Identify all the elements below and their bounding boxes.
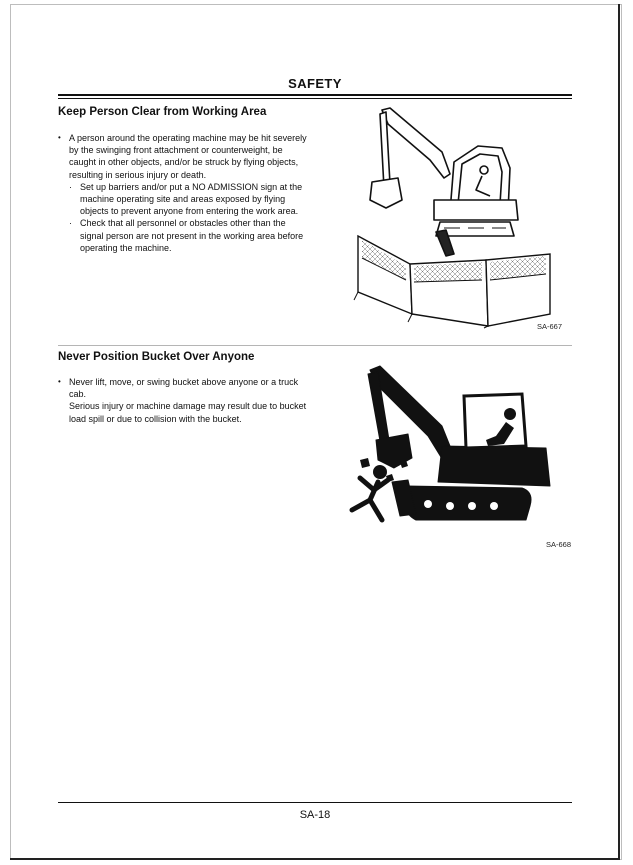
section-divider (58, 345, 572, 346)
text-line: caught in other objects, and/or be struck by flying objects, (69, 157, 299, 168)
bullet-symbol: • (58, 377, 61, 386)
text-line: by the swinging front attachment or counterweight, be (69, 145, 283, 156)
page-number: SA-18 (299, 809, 331, 821)
sub-item (58, 181, 333, 218)
text-line: objects to prevent anyone from entering the work area. (80, 206, 299, 217)
header-rule-thick (58, 94, 572, 96)
text-line: A person around the operating machine may be hit severely (69, 133, 307, 143)
text-line: cab. (69, 389, 87, 400)
section-body-keep-clear (58, 132, 333, 254)
sub-item (58, 217, 333, 254)
section-title-bucket: Never Position Bucket Over Anyone (58, 351, 255, 363)
bullet-symbol: • (58, 133, 61, 142)
bullet-item (58, 132, 333, 181)
section-title-keep-clear: Keep Person Clear from Working Area (58, 106, 267, 118)
sub-symbol: · (69, 218, 72, 229)
text-line: Set up barriers and/or put a NO ADMISSION sign at the (80, 181, 303, 192)
page-edge-right (618, 4, 620, 860)
bullet-item (58, 376, 333, 425)
text-line: Check that all personnel or obstacles other than the (80, 218, 286, 229)
text-line: operating the machine. (80, 242, 172, 253)
text-line: load spill or due to collision with the bucket. (69, 413, 242, 424)
excavator-barrier-illustration (350, 104, 572, 330)
page-header: SAFETY (288, 76, 342, 91)
sub-symbol: · (69, 181, 72, 192)
figure-label: SA-668 (546, 540, 572, 549)
section-body-bucket (58, 376, 333, 425)
text-line: machine operating site and areas exposed by flying (80, 194, 286, 205)
text-line: signal person are not present in the working area before (80, 230, 304, 241)
bucket-over-person-illustration (346, 364, 552, 532)
text-line: Serious injury or machine damage may result due to bucket (69, 401, 307, 412)
figure-label: SA-667 (537, 322, 563, 331)
text-line: resulting in serious injury or death. (69, 169, 207, 180)
text-line: Never lift, move, or swing bucket above anyone or a truck (69, 377, 299, 387)
page-edge-bottom (10, 858, 620, 860)
header-rule-thin (58, 98, 572, 99)
footer-rule (58, 802, 572, 803)
